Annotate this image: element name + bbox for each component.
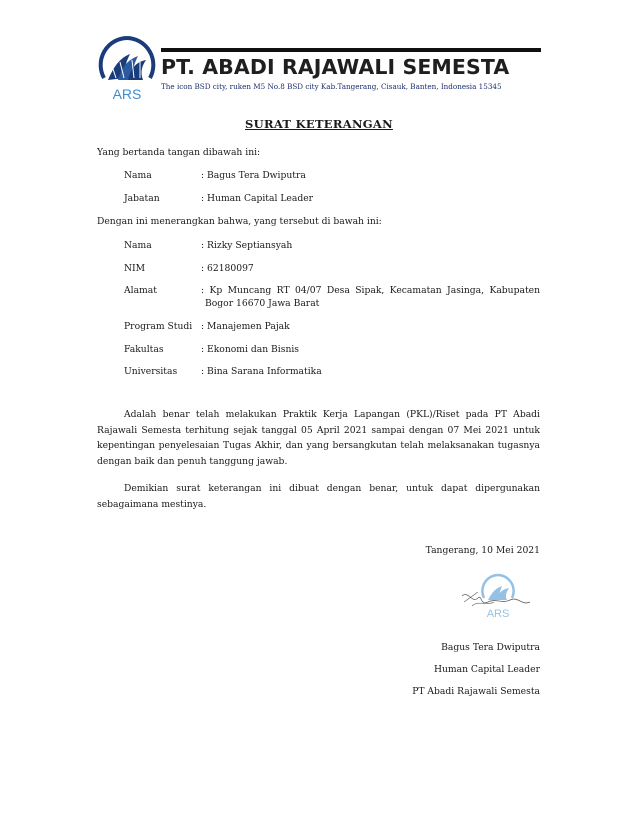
subject-university-value: : Bina Sarana Informatika — [201, 366, 322, 377]
signer-company: PT Abadi Rajawali Semesta — [412, 686, 540, 697]
subject-address-value-line2: Bogor 16670 Jawa Barat — [205, 298, 320, 309]
subject-address-value: : Kp Muncang RT 04/07 Desa Sipak, Kecamatan Jasinga, Kabupaten — [201, 285, 540, 296]
subject-program-value: : Manajemen Pajak — [201, 321, 290, 332]
subject-name-label: Nama — [124, 240, 152, 251]
subject-nim-value: : 62180097 — [201, 263, 254, 274]
stamp-text: ARS — [486, 608, 510, 620]
subject-name-value: : Rizky Septiansyah — [201, 240, 293, 251]
logo-text: ARS — [112, 86, 142, 102]
subject-nim-label: NIM — [124, 263, 146, 274]
intro-subject: Dengan ini menerangkan bahwa, yang tersebut di bawah ini: — [97, 216, 382, 227]
closing-paragraph: Demikian surat keterangan ini dibuat dengan benar, untuk dapat dipergunakan sebagaimana mestinya. — [97, 483, 540, 510]
company-logo — [98, 36, 156, 102]
signer-name: Bagus Tera Dwiputra — [441, 642, 540, 653]
subject-program-label: Program Studi — [124, 321, 193, 332]
document-title: SURAT KETERANGAN — [245, 117, 393, 131]
subject-university-label: Universitas — [124, 366, 178, 377]
signer-position-value: : Human Capital Leader — [201, 193, 314, 204]
subject-address-label: Alamat — [124, 285, 157, 296]
signer-name-label: Nama — [124, 170, 152, 181]
header-rule — [161, 48, 541, 52]
place-date: Tangerang, 10 Mei 2021 — [425, 545, 540, 556]
subject-faculty-label: Fakultas — [124, 344, 164, 355]
signer-position-label: Jabatan — [124, 193, 160, 204]
company-name: PT. ABADI RAJAWALI SEMESTA — [161, 55, 510, 79]
signer-position: Human Capital Leader — [433, 664, 540, 675]
body-paragraph: Adalah benar telah melakukan Praktik Kerja Lapangan (PKL)/Riset pada PT Abadi Rajawali Semesta terhitung sejak tanggal 05 April 2021 sampai dengan 07 Mei 2021 untuk kepentingan penyelesaian Tugas Akhir, dan yang bersangkutan telah melaksanakan tugasnya dengan baik dan penuh tanggung jawab. — [97, 409, 540, 467]
subject-faculty-value: : Ekonomi dan Bisnis — [201, 344, 300, 355]
signature-stamp — [458, 572, 540, 628]
intro-signer: Yang bertanda tangan dibawah ini: — [97, 147, 261, 158]
company-address: The icon BSD city, ruken M5 No.8 BSD city Kab.Tangerang, Cisauk, Banten, Indonesia 15345 — [161, 82, 502, 91]
signer-name-value: : Bagus Tera Dwiputra — [201, 170, 306, 181]
